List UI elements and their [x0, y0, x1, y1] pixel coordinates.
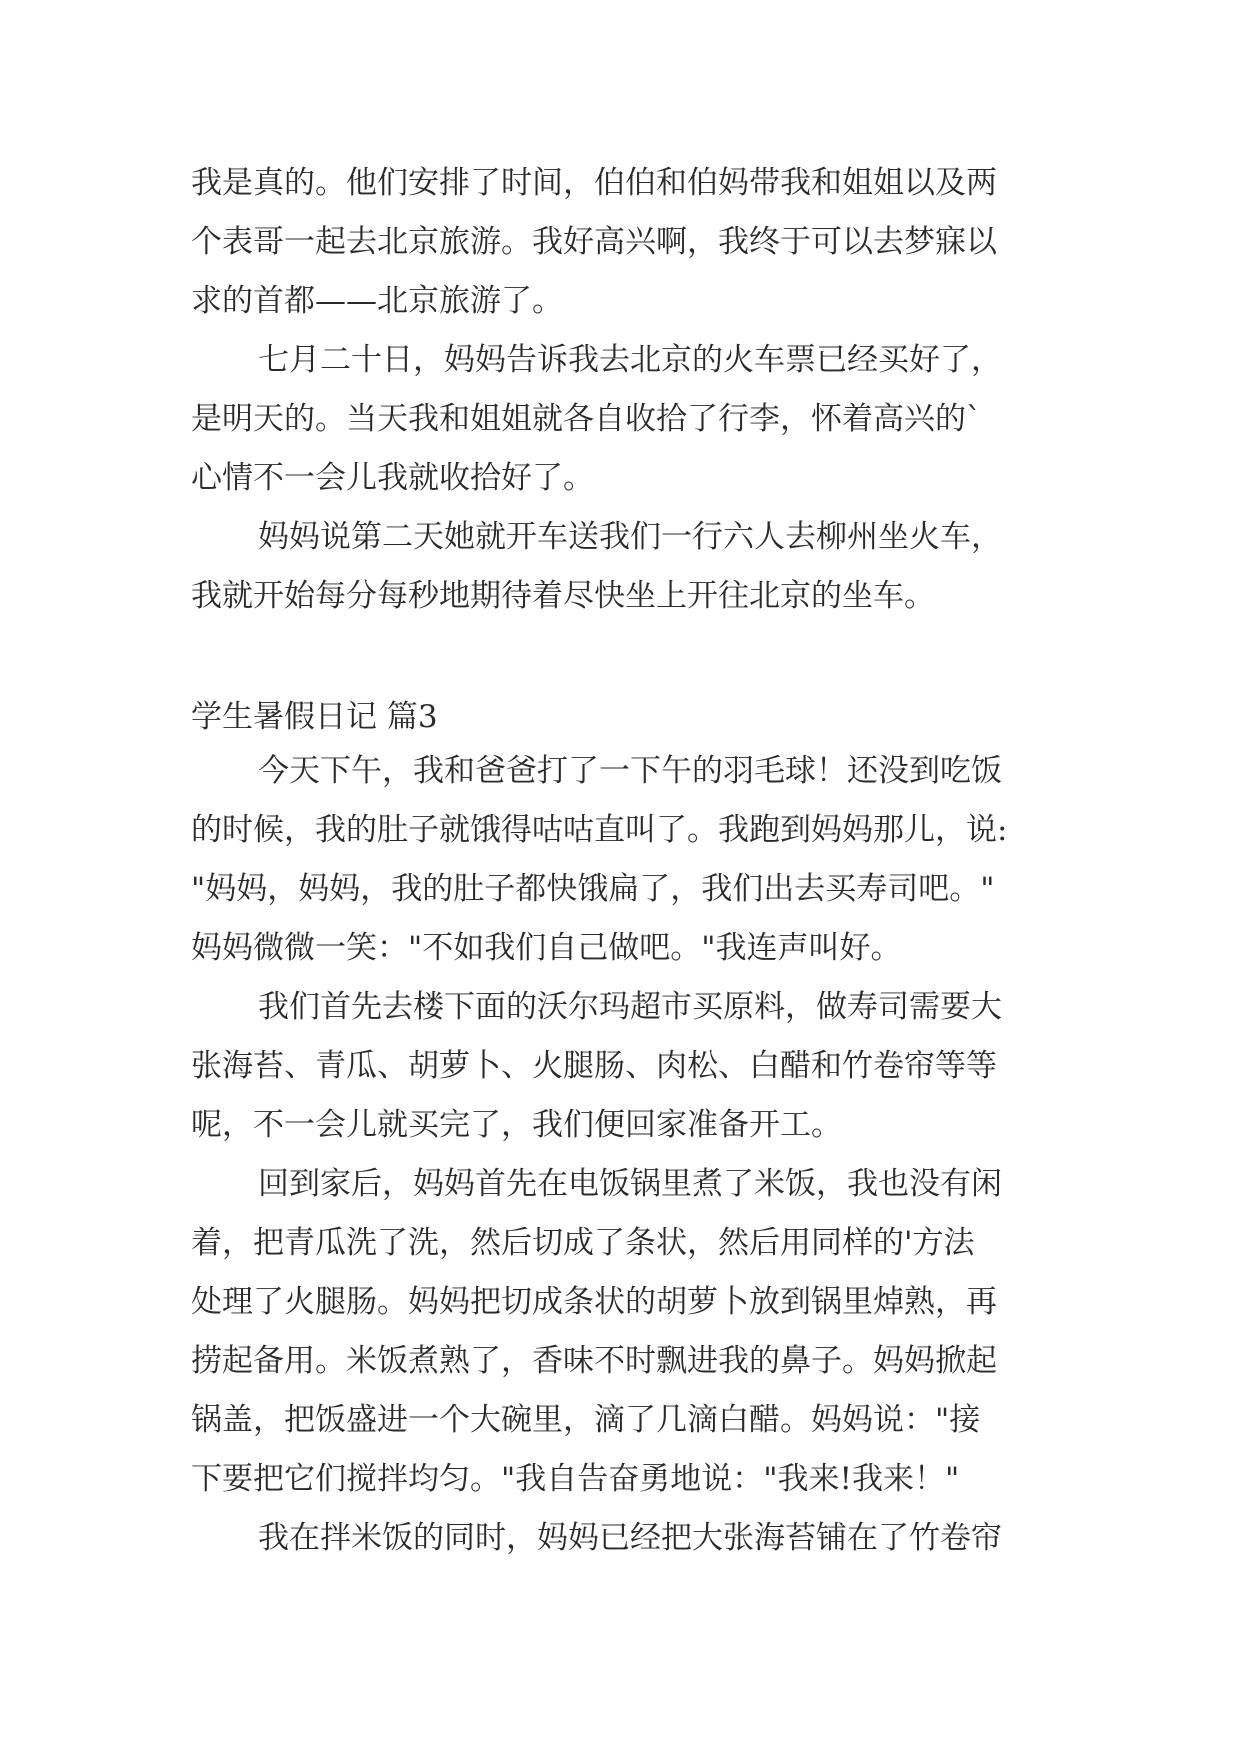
text-line: 的时候，我的肚子就饿得咕咕直叫了。我跑到妈妈那儿，说:: [191, 812, 1008, 848]
text-line: 是明天的。当天我和姐姐就各自收拾了行李，怀着高兴的`: [191, 401, 982, 437]
text-line: 七月二十日，妈妈告诉我去北京的火车票已经买好了，: [258, 342, 1002, 378]
text-line: 我们首先去楼下面的沃尔玛超市买原料，做寿司需要大: [258, 989, 1002, 1025]
text-line: 捞起备用。米饭煮熟了，香味不时飘进我的鼻子。妈妈掀起: [191, 1343, 997, 1379]
text-line: 求的首都——北京旅游了。: [191, 283, 563, 319]
diary-section-3: [191, 742, 1051, 1568]
text-line: 着，把青瓜洗了洗，然后切成了条状，然后用同样的'方法: [191, 1225, 975, 1261]
text-line: 我就开始每分每秒地期待着尽快坐上开往北京的坐车。: [191, 578, 935, 614]
text-line: 个表哥一起去北京旅游。我好高兴啊，我终于可以去梦寐以: [191, 224, 997, 260]
text-line: 妈妈微微一笑："不如我们自己做吧。"我连声叫好。: [191, 930, 902, 966]
text-line: 妈妈说第二天她就开车送我们一行六人去柳州坐火车，: [258, 519, 1002, 555]
text-line: 我在拌米饭的同时，妈妈已经把大张海苔铺在了竹卷帘: [258, 1520, 1002, 1556]
text-line: 张海苔、青瓜、胡萝卜、火腿肠、肉松、白醋和竹卷帘等等: [191, 1048, 997, 1084]
text-line: 下要把它们搅拌均匀。"我自告奋勇地说："我来!我来！": [191, 1461, 960, 1497]
text-line: 我是真的。他们安排了时间，伯伯和伯妈带我和姐姐以及两: [191, 165, 997, 201]
text-line: 今天下午，我和爸爸打了一下午的羽毛球！还没到吃饭: [258, 753, 1002, 789]
text-line: 回到家后，妈妈首先在电饭锅里煮了米饭，我也没有闲: [258, 1166, 1002, 1202]
diary-section-2-tail: [191, 154, 1051, 626]
text-line: 心情不一会儿我就收拾好了。: [191, 460, 594, 496]
text-line: "妈妈，妈妈，我的肚子都快饿扁了，我们出去买寿司吧。": [191, 871, 995, 907]
text-line: 处理了火腿肠。妈妈把切成条状的胡萝卜放到锅里焯熟，再: [191, 1284, 997, 1320]
text-line: 锅盖，把饭盛进一个大碗里，滴了几滴白醋。妈妈说："接: [191, 1402, 981, 1438]
section-heading: 学生暑假日记 篇3: [191, 699, 438, 735]
text-line: 呢，不一会儿就买完了，我们便回家准备开工。: [191, 1107, 842, 1143]
